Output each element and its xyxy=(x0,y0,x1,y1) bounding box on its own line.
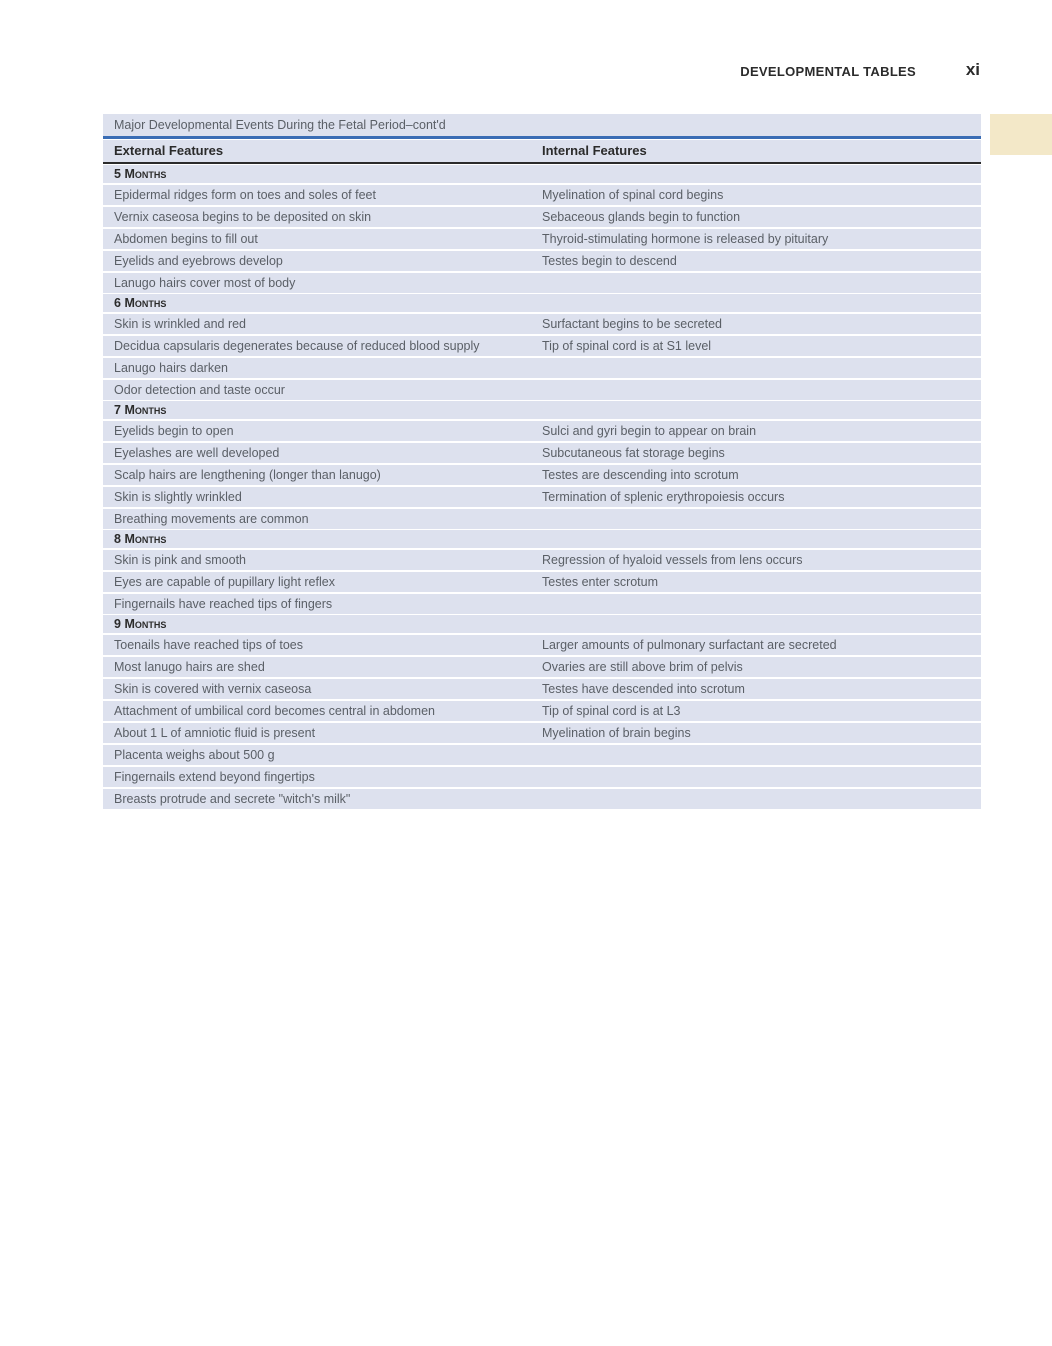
external-feature-cell: Skin is wrinkled and red xyxy=(114,317,247,331)
internal-feature-cell: Regression of hyaloid vessels from lens occurs xyxy=(542,553,803,567)
table-row xyxy=(103,789,981,809)
table-row xyxy=(103,465,981,485)
section-label: Months xyxy=(124,296,167,310)
section-label: Months xyxy=(124,617,167,631)
internal-feature-cell xyxy=(531,767,981,787)
external-feature-cell: Eyes are capable of pupillary light reflex xyxy=(114,575,335,589)
section-header xyxy=(103,165,981,183)
column-header-external: External Features xyxy=(114,143,224,158)
internal-feature-cell: Thyroid-stimulating hormone is released by pituitary xyxy=(542,232,829,246)
table-row xyxy=(103,229,981,249)
table-row xyxy=(103,594,981,614)
table-body xyxy=(103,165,981,809)
table-row xyxy=(103,723,981,743)
internal-feature-cell: Subcutaneous fat storage begins xyxy=(542,446,725,460)
internal-feature-cell: Tip of spinal cord is at S1 level xyxy=(542,339,712,353)
internal-feature-cell: Ovaries are still above brim of pelvis xyxy=(542,660,743,674)
table-row xyxy=(103,679,981,699)
external-feature-cell: Eyelashes are well developed xyxy=(114,446,280,460)
external-feature-cell: Eyelids begin to open xyxy=(114,424,234,438)
external-feature-cell: Lanugo hairs cover most of body xyxy=(114,276,296,290)
section-number: 6 xyxy=(114,296,121,310)
table-row xyxy=(103,358,981,378)
external-feature-cell: Skin is covered with vernix caseosa xyxy=(114,682,312,696)
internal-feature-cell: Myelination of brain begins xyxy=(542,726,691,740)
chapter-thumb-tab xyxy=(990,114,1052,155)
running-head-title: DEVELOPMENTAL TABLES xyxy=(740,64,916,79)
column-header-internal: Internal Features xyxy=(542,143,647,158)
table-row xyxy=(103,314,981,334)
external-feature-cell: Most lanugo hairs are shed xyxy=(114,660,265,674)
section-label: Months xyxy=(124,403,167,417)
internal-feature-cell xyxy=(531,380,981,400)
internal-feature-cell xyxy=(531,509,981,529)
developmental-events-table xyxy=(103,114,981,809)
table-row xyxy=(103,207,981,227)
external-feature-cell: Odor detection and taste occur xyxy=(114,383,285,397)
table-row xyxy=(103,273,981,293)
internal-feature-cell: Sebaceous glands begin to function xyxy=(542,210,741,224)
table-row xyxy=(103,572,981,592)
table-row xyxy=(103,487,981,507)
internal-feature-cell: Testes have descended into scrotum xyxy=(542,682,745,696)
external-feature-cell: Breathing movements are common xyxy=(114,512,309,526)
internal-feature-cell: Testes enter scrotum xyxy=(542,575,659,589)
table-row xyxy=(103,745,981,765)
external-feature-cell: Vernix caseosa begins to be deposited on skin xyxy=(114,210,372,224)
internal-feature-cell: Surfactant begins to be secreted xyxy=(542,317,722,331)
internal-feature-cell: Testes are descending into scrotum xyxy=(542,468,739,482)
table-row xyxy=(103,380,981,400)
external-feature-cell: Skin is pink and smooth xyxy=(114,553,247,567)
external-feature-cell: Abdomen begins to fill out xyxy=(114,232,258,246)
table-row xyxy=(103,657,981,677)
external-feature-cell: Placenta weighs about 500 g xyxy=(114,748,275,762)
internal-feature-cell: Tip of spinal cord is at L3 xyxy=(542,704,681,718)
internal-feature-cell: Termination of splenic erythropoiesis occurs xyxy=(542,490,785,504)
table-row xyxy=(103,421,981,441)
section-header xyxy=(103,294,981,312)
internal-feature-cell xyxy=(531,358,981,378)
page-number: xi xyxy=(965,60,980,79)
section-header xyxy=(103,530,981,548)
table-row xyxy=(103,550,981,570)
external-feature-cell: Skin is slightly wrinkled xyxy=(114,490,242,504)
table-row xyxy=(103,251,981,271)
table-row xyxy=(103,701,981,721)
section-number: 8 xyxy=(114,532,121,546)
section-number: 9 xyxy=(114,617,121,631)
external-feature-cell: Fingernails have reached tips of fingers xyxy=(114,597,333,611)
table-header-row xyxy=(103,140,981,164)
external-feature-cell: Epidermal ridges form on toes and soles of feet xyxy=(114,188,376,202)
internal-feature-cell: Testes begin to descend xyxy=(542,254,677,268)
external-feature-cell: Eyelids and eyebrows develop xyxy=(114,254,283,268)
table-row xyxy=(103,509,981,529)
internal-feature-cell xyxy=(531,745,981,765)
external-feature-cell: Fingernails extend beyond fingertips xyxy=(114,770,315,784)
internal-feature-cell: Myelination of spinal cord begins xyxy=(542,188,724,202)
table-row xyxy=(103,185,981,205)
internal-feature-cell xyxy=(531,273,981,293)
running-head xyxy=(700,60,981,82)
external-feature-cell: Toenails have reached tips of toes xyxy=(114,638,304,652)
table-row xyxy=(103,336,981,356)
section-number: 7 xyxy=(114,403,121,417)
table-row xyxy=(103,635,981,655)
internal-feature-cell: Larger amounts of pulmonary surfactant are secreted xyxy=(542,638,837,652)
internal-feature-cell xyxy=(531,789,981,809)
table-row xyxy=(103,767,981,787)
table-row xyxy=(103,443,981,463)
section-header xyxy=(103,401,981,419)
external-feature-cell: Lanugo hairs darken xyxy=(114,361,228,375)
external-feature-cell: Decidua capsularis degenerates because of reduced blood supply xyxy=(114,339,480,353)
section-number: 5 xyxy=(114,167,121,181)
external-feature-cell: Scalp hairs are lengthening (longer than lanugo) xyxy=(114,468,381,482)
internal-feature-cell xyxy=(531,594,981,614)
external-feature-cell: About 1 L of amniotic fluid is present xyxy=(114,726,316,740)
section-header xyxy=(103,615,981,633)
section-label: Months xyxy=(124,532,167,546)
table-caption: Major Developmental Events During the Fetal Period–cont'd xyxy=(103,114,981,139)
internal-feature-cell: Sulci and gyri begin to appear on brain xyxy=(542,424,757,438)
external-feature-cell: Breasts protrude and secrete "witch's milk" xyxy=(114,792,351,806)
external-feature-cell: Attachment of umbilical cord becomes central in abdomen xyxy=(114,704,435,718)
section-label: Months xyxy=(124,167,167,181)
